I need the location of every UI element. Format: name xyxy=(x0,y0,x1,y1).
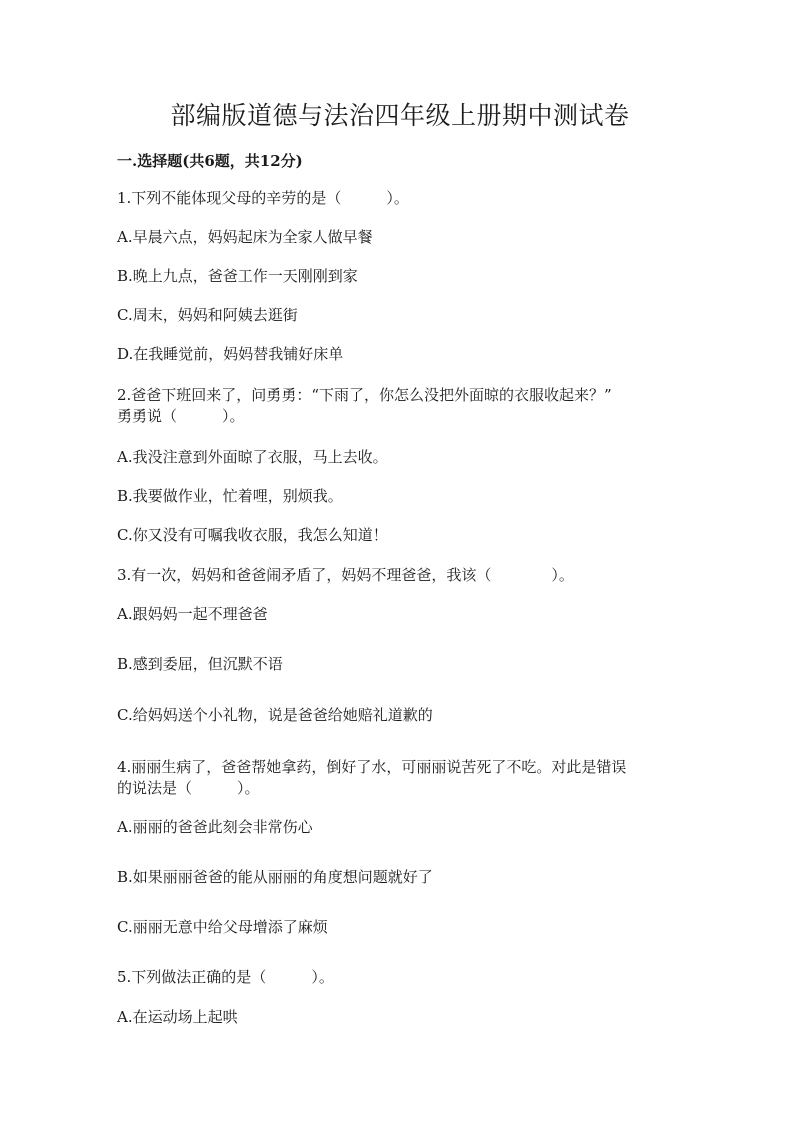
question-2-stem-line1: 2.爸爸下班回来了，问勇勇：“下雨了，你怎么没把外面晾的衣服收起来？” xyxy=(117,386,612,404)
question-2-stem-line2: 勇勇说（ ）。 xyxy=(117,407,245,425)
question-1-option-b: B.晚上九点，爸爸工作一天刚刚到家 xyxy=(117,267,358,285)
question-3-stem: 3.有一次，妈妈和爸爸闹矛盾了，妈妈不理爸爸，我该（ ）。 xyxy=(117,566,574,584)
question-4-stem-line2: 的说法是（ ）。 xyxy=(117,779,260,797)
question-3-option-b: B.感到委屈，但沉默不语 xyxy=(117,655,283,673)
question-2-option-b: B.我要做作业，忙着哩，别烦我。 xyxy=(117,487,343,505)
question-3-option-c: C.给妈妈送个小礼物，说是爸爸给她赔礼道歉的 xyxy=(117,706,433,724)
question-4-option-b: B.如果丽丽爸爸的能从丽丽的角度想问题就好了 xyxy=(117,868,433,886)
question-1-option-c: C.周末，妈妈和阿姨去逛街 xyxy=(117,306,298,324)
question-2-option-c: C.你又没有可嘱我收衣服，我怎么知道！ xyxy=(117,526,388,544)
question-4-option-c: C.丽丽无意中给父母增添了麻烦 xyxy=(117,918,328,936)
question-5-stem: 5.下列做法正确的是（ ）。 xyxy=(117,968,334,986)
section-heading: 一.选择题(共6题，共12分) xyxy=(117,152,303,170)
question-3-option-a: A.跟妈妈一起不理爸爸 xyxy=(117,605,268,623)
question-1-option-a: A.早晨六点，妈妈起床为全家人做早餐 xyxy=(117,228,373,246)
page-title: 部编版道德与法治四年级上册期中测试卷 xyxy=(170,101,630,130)
question-1-option-d: D.在我睡觉前，妈妈替我铺好床单 xyxy=(117,345,344,363)
question-1-stem: 1.下列不能体现父母的辛劳的是（ ）。 xyxy=(117,189,409,207)
question-4-option-a: A.丽丽的爸爸此刻会非常伤心 xyxy=(117,818,313,836)
question-5-option-a: A.在运动场上起哄 xyxy=(117,1008,238,1026)
question-2-option-a: A.我没注意到外面晾了衣服，马上去收。 xyxy=(117,448,388,466)
question-4-stem-line1: 4.丽丽生病了，爸爸帮她拿药，倒好了水，可丽丽说苦死了不吃。对此是错误 xyxy=(117,758,627,776)
